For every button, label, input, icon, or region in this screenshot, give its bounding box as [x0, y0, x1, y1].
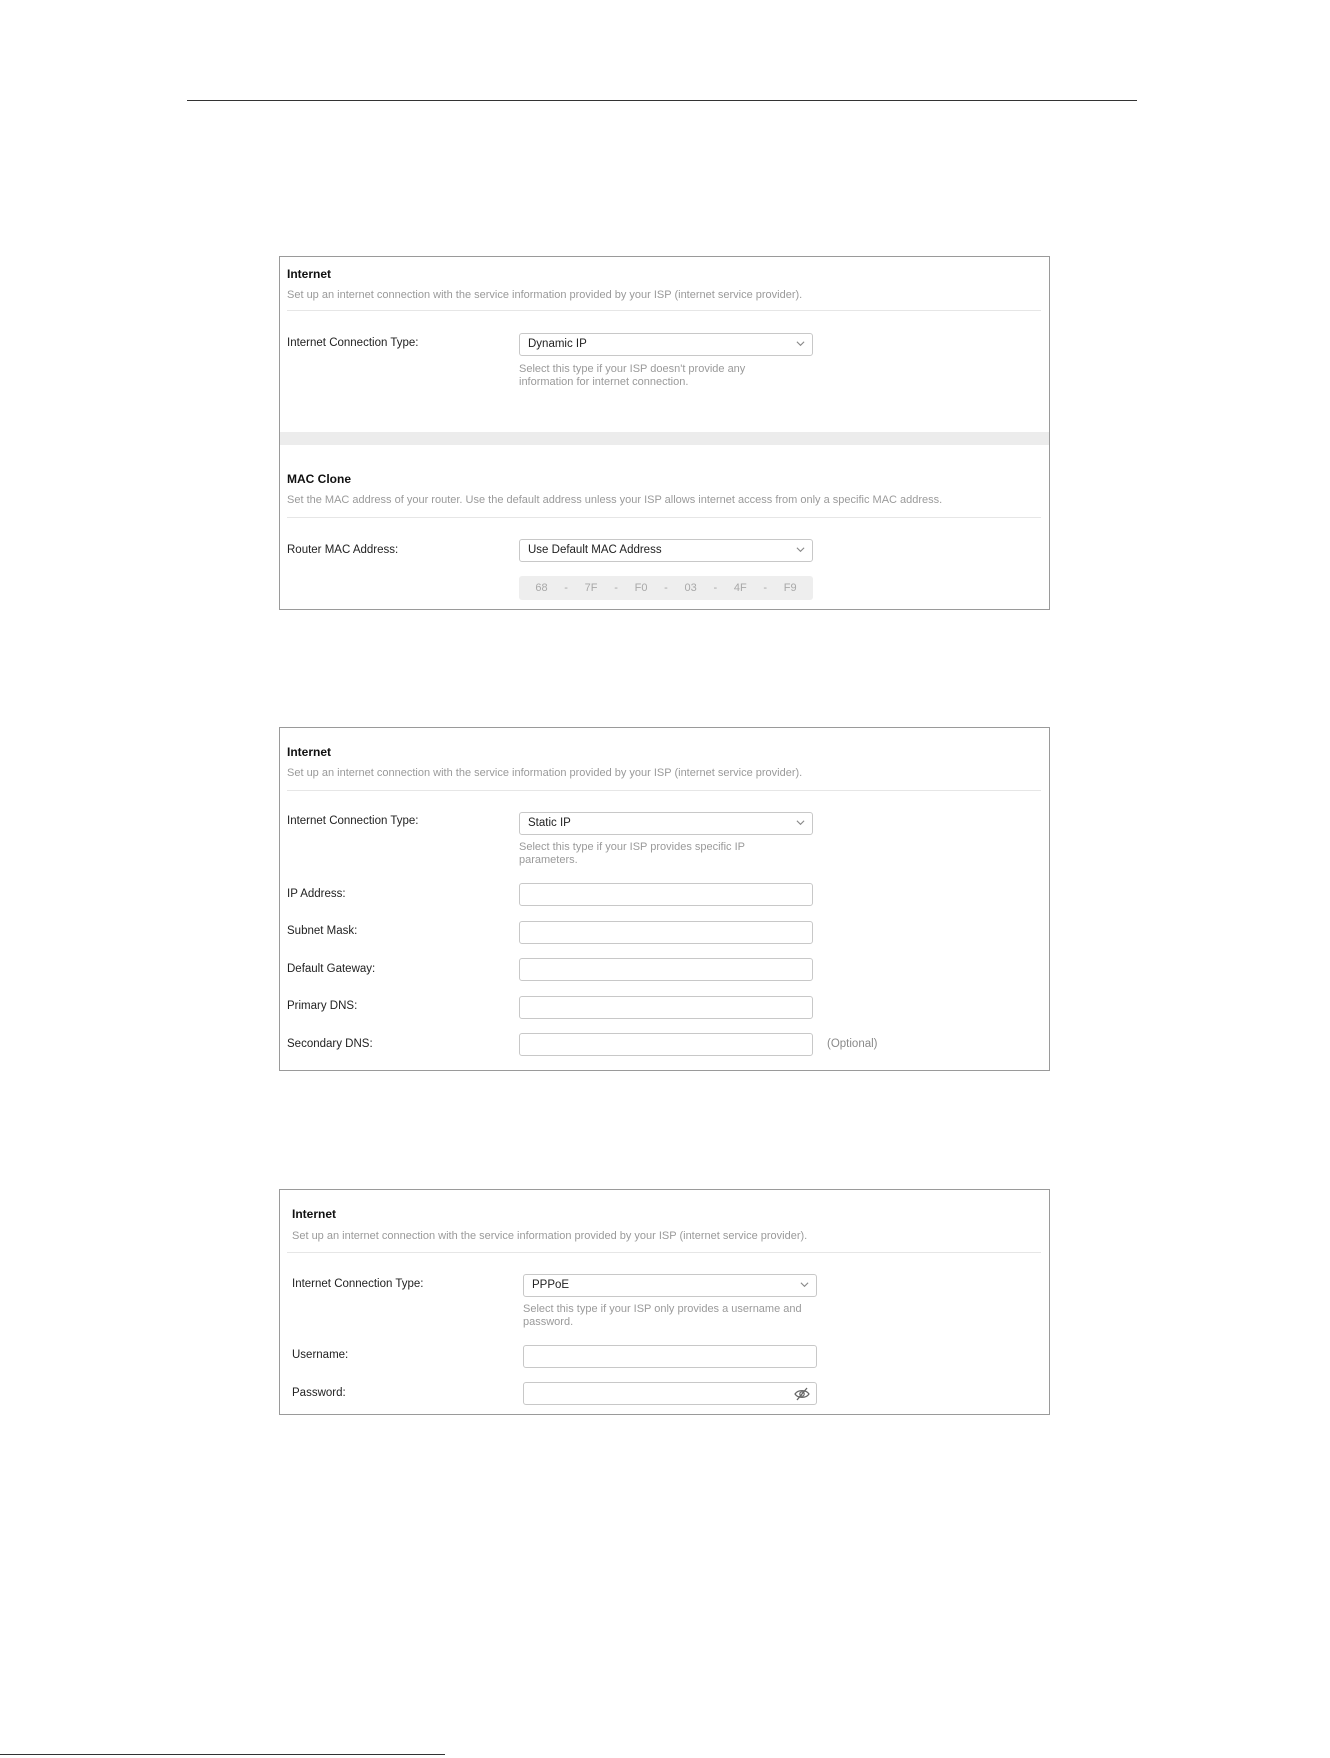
connection-type-value: Static IP	[528, 817, 571, 829]
password-input[interactable]	[523, 1382, 817, 1405]
mac-octet: 7F	[584, 582, 598, 594]
mac-octet: F9	[783, 582, 797, 594]
mac-octet: 4F	[733, 582, 747, 594]
connection-type-select[interactable]	[523, 1274, 817, 1297]
mac-clone-description: Set the MAC address of your router. Use the default address unless your ISP allows internet access from only a specific MAC address.	[287, 494, 943, 506]
default-gateway-label: Default Gateway:	[287, 963, 376, 975]
footer-rule	[0, 1754, 445, 1755]
mac-octet: 03	[684, 582, 697, 594]
username-label: Username:	[292, 1349, 349, 1361]
section-divider	[287, 1252, 1041, 1253]
connection-type-value: PPPoE	[532, 1279, 570, 1291]
section-divider	[287, 310, 1041, 311]
internet-section-description: Set up an internet connection with the service information provided by your ISP (internet service provider).	[287, 767, 803, 779]
dynamic-ip-panel	[279, 256, 1050, 610]
subnet-mask-input[interactable]	[519, 921, 813, 944]
mac-separator: -	[664, 582, 668, 594]
secondary-dns-label: Secondary DNS:	[287, 1038, 373, 1050]
section-separator-band	[280, 432, 1049, 445]
connection-type-value: Dynamic IP	[528, 338, 587, 350]
chevron-down-icon	[796, 545, 805, 554]
mac-address-select[interactable]	[519, 539, 813, 562]
chevron-down-icon	[796, 339, 805, 348]
connection-type-label: Internet Connection Type:	[287, 815, 419, 827]
connection-type-select[interactable]	[519, 333, 813, 356]
primary-dns-input[interactable]	[519, 996, 813, 1019]
mac-separator: -	[763, 582, 768, 594]
pppoe-panel	[279, 1189, 1050, 1415]
connection-type-hint: Select this type if your ISP provides specific IP parameters.	[519, 841, 745, 866]
ip-address-input[interactable]	[519, 883, 813, 906]
router-mac-label: Router MAC Address:	[287, 544, 399, 556]
optional-note: (Optional)	[827, 1038, 878, 1050]
mac-octet: 68	[535, 582, 548, 594]
header-rule	[187, 100, 1137, 101]
section-divider	[287, 517, 1041, 518]
internet-section-description: Set up an internet connection with the service information provided by your ISP (internet service provider).	[287, 289, 803, 301]
connection-type-label: Internet Connection Type:	[292, 1278, 424, 1290]
mac-separator: -	[564, 582, 568, 594]
connection-type-hint: Select this type if your ISP only provides a username and password.	[523, 1303, 802, 1328]
ip-address-label: IP Address:	[287, 888, 346, 900]
internet-section-title: Internet	[287, 745, 332, 759]
connection-type-label: Internet Connection Type:	[287, 337, 419, 349]
internet-section-description: Set up an internet connection with the service information provided by your ISP (internet service provider).	[292, 1230, 808, 1242]
subnet-mask-label: Subnet Mask:	[287, 925, 358, 937]
section-divider	[287, 790, 1041, 791]
mac-address-display	[519, 576, 813, 600]
mac-octet: F0	[634, 582, 648, 594]
mac-select-value: Use Default MAC Address	[528, 544, 662, 556]
secondary-dns-input[interactable]	[519, 1033, 813, 1056]
internet-section-title: Internet	[287, 267, 332, 281]
eye-slash-icon[interactable]	[794, 1387, 810, 1401]
username-input[interactable]	[523, 1345, 817, 1368]
chevron-down-icon	[796, 818, 805, 827]
primary-dns-label: Primary DNS:	[287, 1000, 358, 1012]
connection-type-select[interactable]	[519, 812, 813, 835]
internet-section-title: Internet	[292, 1207, 337, 1221]
mac-clone-title: MAC Clone	[287, 472, 351, 486]
default-gateway-input[interactable]	[519, 958, 813, 981]
static-ip-panel	[279, 727, 1050, 1071]
password-label: Password:	[292, 1387, 346, 1399]
connection-type-hint: Select this type if your ISP doesn't provide any information for internet connection.	[519, 363, 746, 388]
chevron-down-icon	[800, 1280, 809, 1289]
mac-separator: -	[614, 582, 618, 594]
mac-separator: -	[713, 582, 718, 594]
